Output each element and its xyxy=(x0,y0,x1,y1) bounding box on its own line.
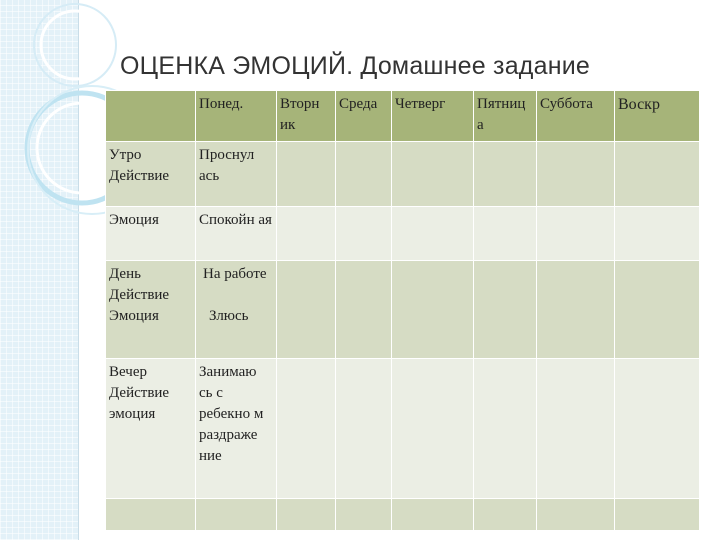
empty-cell xyxy=(615,359,700,499)
monday-action-text: На работе xyxy=(203,266,267,282)
row-label: День Действие Эмоция xyxy=(106,261,196,359)
monday-cell: Проснул ась xyxy=(196,142,277,207)
table-row-emotion xyxy=(106,207,700,261)
monday-cell xyxy=(196,499,277,531)
empty-cell xyxy=(474,207,537,261)
table-row-morning xyxy=(106,142,700,207)
header-tuesday: Вторн ик xyxy=(277,91,336,142)
empty-cell xyxy=(277,261,336,359)
table-header-row xyxy=(106,91,700,142)
monday-cell xyxy=(196,261,277,359)
slide-title: ОЦЕНКА ЭМОЦИЙ. Домашнее задание xyxy=(120,52,590,80)
header-saturday: Суббота xyxy=(537,91,615,142)
monday-cell: Спокойн ая xyxy=(196,207,277,261)
empty-cell xyxy=(277,499,336,531)
table-row-day xyxy=(106,261,700,359)
empty-cell xyxy=(277,142,336,207)
row-label: Утро Действие xyxy=(106,142,196,207)
empty-cell xyxy=(615,261,700,359)
empty-cell xyxy=(615,207,700,261)
header-monday: Понед. xyxy=(196,91,277,142)
monday-cell: Занимаю сь с ребекно м раздраже ние xyxy=(196,359,277,499)
header-friday: Пятниц а xyxy=(474,91,537,142)
empty-cell xyxy=(336,499,392,531)
empty-cell xyxy=(392,207,474,261)
empty-cell xyxy=(537,142,615,207)
empty-cell xyxy=(336,359,392,499)
empty-cell xyxy=(537,207,615,261)
empty-cell xyxy=(474,359,537,499)
empty-cell xyxy=(474,142,537,207)
empty-cell xyxy=(392,261,474,359)
row-label xyxy=(106,499,196,531)
table-row-evening xyxy=(106,359,700,499)
header-wednesday: Среда xyxy=(336,91,392,142)
empty-cell xyxy=(615,499,700,531)
empty-cell xyxy=(392,359,474,499)
table-row-empty xyxy=(106,499,700,531)
empty-cell xyxy=(615,142,700,207)
empty-cell xyxy=(336,207,392,261)
empty-cell xyxy=(336,261,392,359)
header-thursday: Четверг xyxy=(392,91,474,142)
weekly-emotion-table xyxy=(105,90,700,531)
empty-cell xyxy=(336,142,392,207)
row-label: Вечер Действие эмоция xyxy=(106,359,196,499)
empty-cell xyxy=(392,142,474,207)
header-corner-cell xyxy=(106,91,196,142)
empty-cell xyxy=(537,499,615,531)
empty-cell xyxy=(474,499,537,531)
empty-cell xyxy=(474,261,537,359)
header-sunday: Воскр xyxy=(615,91,700,142)
row-label: Эмоция xyxy=(106,207,196,261)
empty-cell xyxy=(392,499,474,531)
empty-cell xyxy=(537,359,615,499)
empty-cell xyxy=(277,359,336,499)
monday-emotion-text: Злюсь xyxy=(209,308,249,324)
empty-cell xyxy=(537,261,615,359)
empty-cell xyxy=(277,207,336,261)
